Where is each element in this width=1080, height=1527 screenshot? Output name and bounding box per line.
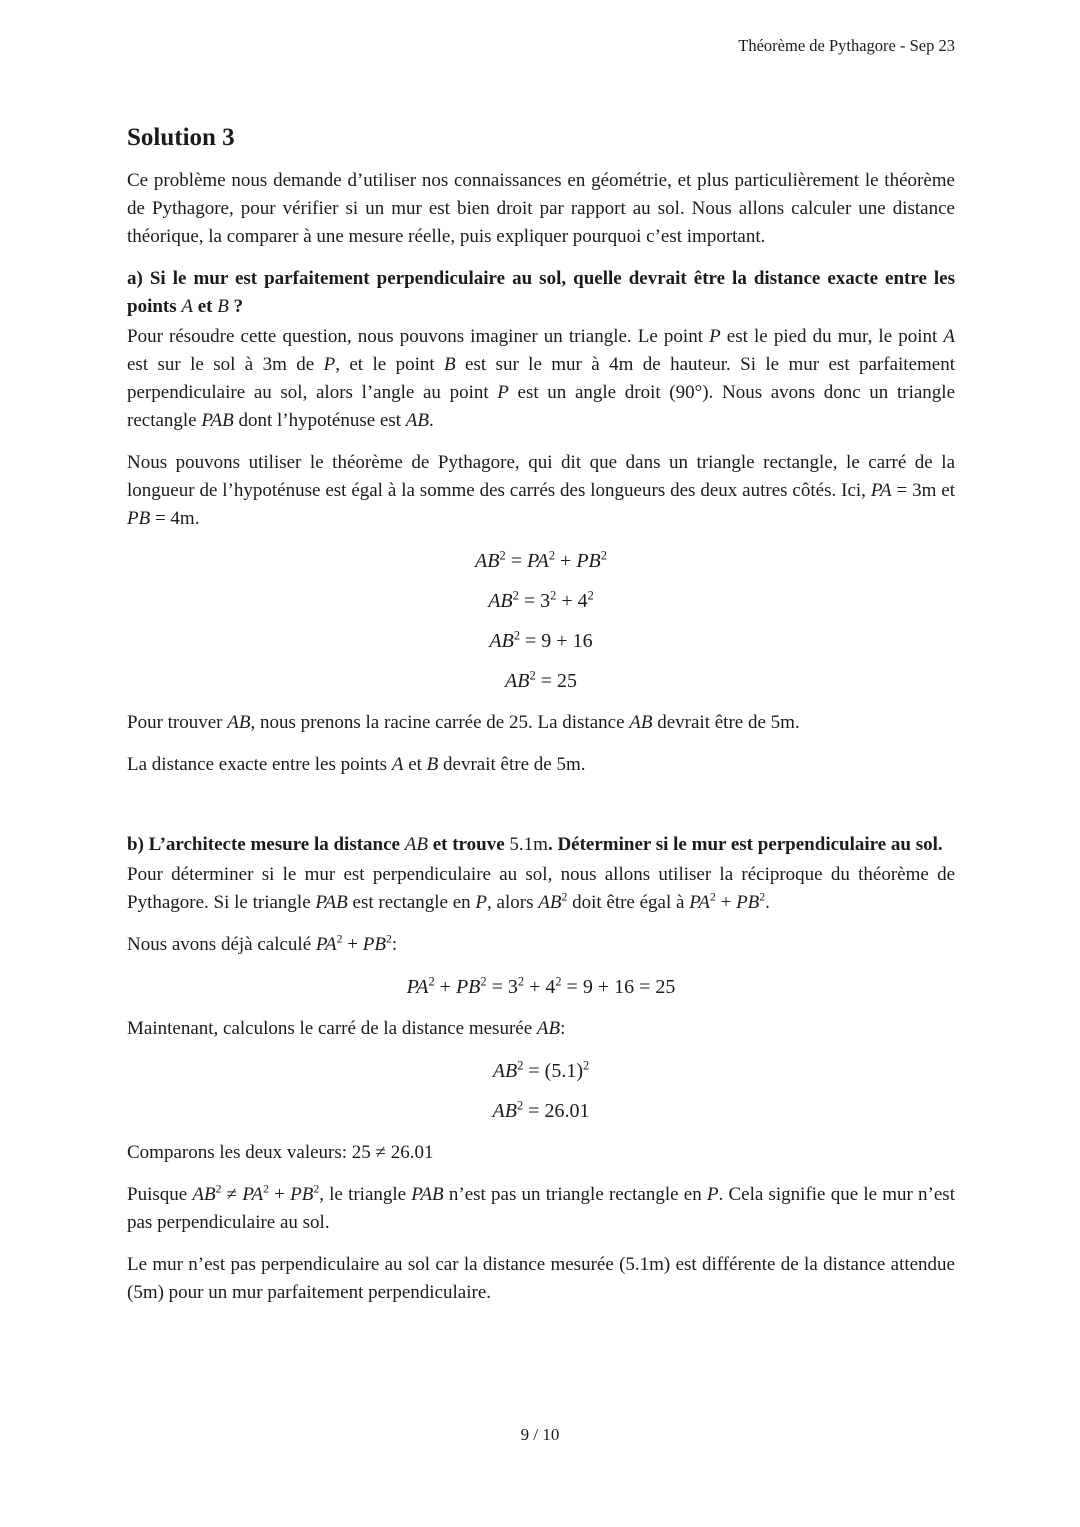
- section-spacer: [127, 793, 955, 817]
- paragraph: Ce problème nous demande d’utiliser nos connaissances en géométrie, et plus particulièrement le théorème de Pythagore, pour vérifier si un mur est bien droit par rapport au sol. Nous allons calculer une distance théorique, la comparer à une mesure réelle, puis expliquer pourquoi c’est important.: [127, 170, 955, 247]
- equation-line: $AB^2 = 25$: [505, 668, 577, 692]
- section-heading: a) Si le mur est parfaitement perpendiculaire au sol, quelle devrait être la distance exacte entre les points A et B ?: [127, 268, 955, 317]
- paragraph: Maintenant, calculons le carré de la distance mesurée AB:: [127, 1018, 566, 1039]
- equation-line: $AB^2 = 26.01$: [492, 1098, 590, 1122]
- paragraph: Pour déterminer si le mur est perpendiculaire au sol, nous allons utiliser la réciproque du théorème de Pythagore. Si le triangle PAB est rectangle en P, alors $AB^2$ doit être égal à $PA^2 + PB^2$.: [127, 864, 955, 913]
- page-header: Théorème de Pythagore - Sep 23: [738, 36, 955, 55]
- paragraph: Le mur n’est pas perpendiculaire au sol car la distance mesurée (5.1m) est différente de la distance attendue (5m) pour un mur parfaitement perpendiculaire.: [127, 1254, 955, 1303]
- paragraph: Puisque $AB^2 \ne PA^2 + PB^2$, le triangle PAB n’est pas un triangle rectangle en P. Cela signifie que le mur n’est pas perpendiculaire au sol.: [127, 1182, 955, 1233]
- equation-line: $AB^2 = 9 + 16$: [489, 628, 593, 652]
- document-content: [127, 123, 955, 1321]
- paragraph: Nous pouvons utiliser le théorème de Pythagore, qui dit que dans un triangle rectangle, le carré de la longueur de l’hypoténuse est égal à la somme des carrés des longueurs des deux autres côtés. Ici, PA = 3m et PB = 4m.: [127, 452, 955, 529]
- section-heading: b) L’architecte mesure la distance AB et trouve 5.1m. Déterminer si le mur est perpendiculaire au sol.: [127, 834, 943, 855]
- page-number: 9 / 10: [520, 1425, 560, 1444]
- equation-line: $AB^2 = 3^2 + 4^2$: [488, 588, 594, 612]
- equation-line: $AB^2 = PA^2 + PB^2$: [475, 548, 607, 572]
- paragraph: Pour trouver AB, nous prenons la racine carrée de 25. La distance AB devrait être de 5m.: [127, 712, 800, 733]
- equation-line: $PA^2 + PB^2 = 3^2 + 4^2 = 9 + 16 = 25$: [406, 974, 676, 998]
- equation-line: $AB^2 = (5.1)^2$: [492, 1058, 590, 1082]
- paragraph: La distance exacte entre les points A et B devrait être de 5m.: [127, 754, 586, 775]
- document-body: [127, 167, 955, 1307]
- paragraph: Pour résoudre cette question, nous pouvons imaginer un triangle. Le point P est le pied du mur, le point A est sur le sol à 3m de P, et le point B est sur le mur à 4m de hauteur. Si le mur est parfaitement perpendiculaire au sol, alors l’angle au point P est un angle droit (90°). Nous avons donc un triangle rectangle PAB dont l’hypoténuse est AB.: [127, 326, 956, 431]
- page-title: Solution 3: [127, 124, 235, 151]
- paragraph: Comparons les deux valeurs: 25 ≠ 26.01: [127, 1142, 434, 1163]
- paragraph: Nous avons déjà calculé $PA^2 + PB^2$:: [127, 932, 398, 955]
